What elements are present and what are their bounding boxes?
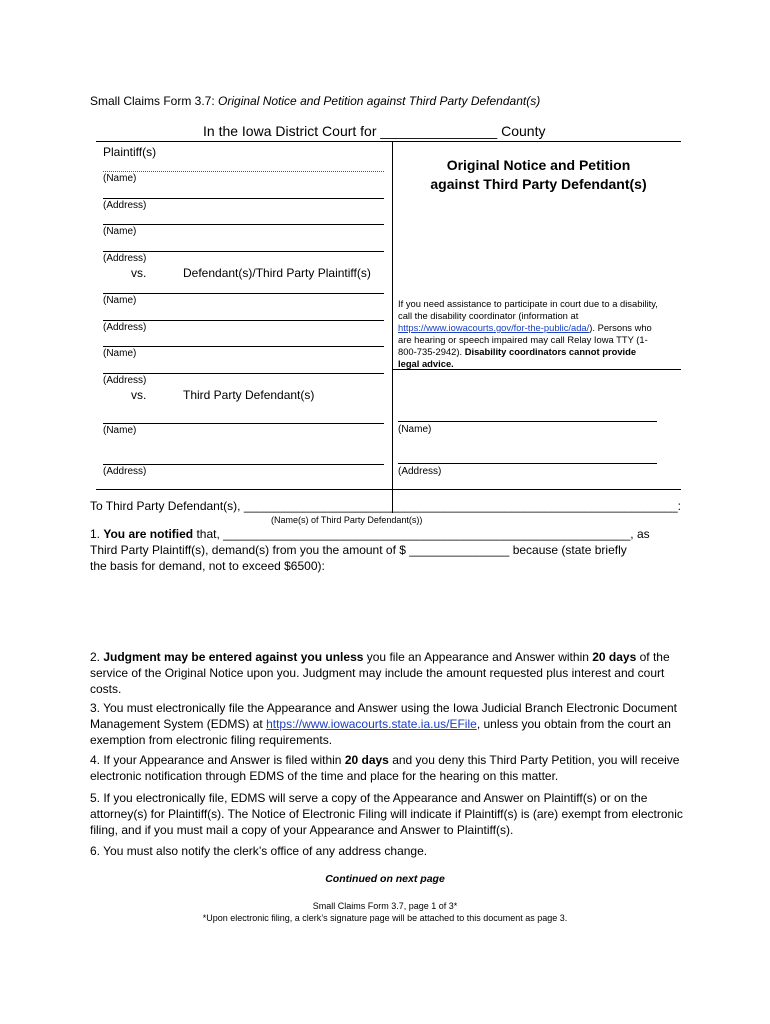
plaintiff-address-caption-1: (Address) bbox=[103, 200, 147, 211]
para-3-text2: , unless you obtain from the court an exemption from electronic filing requirements. bbox=[90, 717, 671, 747]
para-2-bold2: 20 days bbox=[592, 650, 637, 664]
para-2-bold: Judgment may be entered against you unless bbox=[103, 650, 364, 664]
defendant-name-line-2[interactable] bbox=[103, 346, 384, 347]
para-2-text1: you file an Appearance and Answer within bbox=[363, 650, 593, 664]
vs-label-1: vs. bbox=[131, 266, 147, 280]
para-3-text1: 3. You must electronically file the Appearance and Answer using the Iowa Judicial Branch Electronic Document Management System (EDMS) at bbox=[90, 701, 678, 731]
continued-note: Continued on next page bbox=[325, 873, 445, 885]
ada-rule bbox=[392, 369, 681, 370]
plaintiff-name-caption-2: (Name) bbox=[103, 226, 137, 237]
court-prefix: In the Iowa District Court for bbox=[203, 123, 377, 139]
title-line-1: Original Notice and Petition bbox=[446, 157, 631, 173]
plaintiff-name-line-2[interactable] bbox=[103, 224, 384, 225]
title-line-2: against Third Party Defendant(s) bbox=[430, 176, 647, 192]
form-label: Small Claims Form 3.7: bbox=[90, 94, 219, 108]
para-4-text2: and you deny this Third Party Petition, you will receive electronic notification through EDMS of the time and place for the hearing on this matter. bbox=[90, 753, 680, 783]
to-colon: : bbox=[677, 499, 681, 513]
defendant-name-caption-1: (Name) bbox=[103, 295, 137, 306]
para-1-num: 1. bbox=[90, 527, 104, 541]
tpd-address-caption-left: (Address) bbox=[103, 466, 147, 477]
ada-notice bbox=[398, 298, 660, 370]
tp-plaintiff-field[interactable]: _____________________________________________________________ bbox=[223, 527, 631, 541]
to-caption: (Name(s) of Third Party Defendant(s)) bbox=[271, 515, 423, 525]
para-1-bold: You are notified bbox=[103, 527, 194, 541]
form-title: Original Notice and Petition against Third Party Defendant(s) bbox=[218, 94, 541, 108]
ada-text-1: If you need assistance to participate in court due to a disability, call the disability coordinator (information at bbox=[398, 298, 658, 321]
footer-note: *Upon electronic filing, a clerk’s signature page will be attached to this document as page 3. bbox=[202, 913, 568, 923]
plaintiffs-label: Plaintiff(s) bbox=[103, 145, 157, 159]
ada-bold: Disability coordinators cannot provide legal advice. bbox=[398, 346, 637, 369]
amount-field[interactable]: _______________ bbox=[409, 543, 510, 557]
defendant-address-line-2[interactable] bbox=[103, 373, 384, 374]
para-5: 5. If you electronically file, EDMS will serve a copy of the Appearance and Answer on Plaintiff(s) or on the attorney(s) for Plaintiff(s). The Notice of Electronic Filing will indicate if Plaintiff(s) is (are) exempt from electronic filing, and if you must mail a copy of your Appearance and Answer to Plaintiff(s). bbox=[90, 791, 683, 837]
para-1-line2a: Third Party Plaintiff(s), demand(s) from you the amount of $ bbox=[90, 543, 410, 557]
para-3 bbox=[90, 700, 685, 748]
tpd-name-caption-right: (Name) bbox=[398, 424, 432, 435]
plaintiff-address-caption-2: (Address) bbox=[103, 253, 147, 264]
tpd-address-line-left[interactable] bbox=[103, 464, 384, 465]
tpd-names-field[interactable]: _________________________________________________________________ bbox=[243, 499, 678, 513]
ada-text-2: ). Persons who are hearing or speech impaired may call Relay Iowa TTY (1-800-735-2942). bbox=[398, 322, 652, 357]
defendant-address-caption-2: (Address) bbox=[103, 375, 147, 386]
para-4-bold: 20 days bbox=[344, 753, 389, 767]
para-6: 6. You must also notify the clerk’s office of any address change. bbox=[90, 844, 428, 858]
para-2-text2: of the service of the Original Notice upon you. Judgment may include the amount requested plus interest and court costs. bbox=[90, 650, 670, 696]
court-heading bbox=[203, 123, 545, 139]
tpd-name-line-left[interactable] bbox=[103, 423, 384, 424]
plaintiff-address-line-2[interactable] bbox=[103, 251, 384, 252]
tpd-name-caption-left: (Name) bbox=[103, 425, 137, 436]
plaintiff-name-caption-1: (Name) bbox=[103, 173, 137, 184]
ada-link[interactable]: https://www.iowacourts.gov/for-the-public/ada/ bbox=[398, 322, 590, 333]
para-1-as: , as bbox=[630, 527, 650, 541]
para-1-line3: the basis for demand, not to exceed $6500): bbox=[90, 559, 325, 573]
heading-rule bbox=[96, 141, 681, 142]
defendants-label: Defendant(s)/Third Party Plaintiff(s) bbox=[183, 266, 371, 280]
para-4 bbox=[90, 752, 685, 784]
caption-bottom-rule bbox=[96, 489, 681, 490]
vs-label-2: vs. bbox=[131, 388, 147, 402]
tpd-address-line-right[interactable] bbox=[398, 463, 657, 464]
efile-link[interactable]: https://www.iowacourts.state.ia.us/EFile bbox=[266, 717, 477, 731]
tpd-address-caption-right: (Address) bbox=[398, 466, 442, 477]
defendant-name-caption-2: (Name) bbox=[103, 348, 137, 359]
para-2-num: 2. bbox=[90, 650, 104, 664]
county-field[interactable]: _______________ bbox=[380, 123, 498, 139]
third-party-label: Third Party Defendant(s) bbox=[183, 388, 315, 402]
para-2 bbox=[90, 649, 685, 697]
to-line bbox=[90, 499, 681, 513]
court-suffix: County bbox=[501, 123, 546, 139]
tpd-name-line-right[interactable] bbox=[398, 421, 657, 422]
document-title bbox=[396, 156, 681, 194]
plaintiff-name-line-1[interactable] bbox=[103, 171, 384, 172]
para-1-line2b: because (state briefly bbox=[509, 543, 627, 557]
para-1 bbox=[90, 526, 650, 574]
defendant-address-caption-1: (Address) bbox=[103, 322, 147, 333]
para-1-text: that, bbox=[193, 527, 224, 541]
plaintiff-address-line-1[interactable] bbox=[103, 198, 384, 199]
para-4-text1: 4. If your Appearance and Answer is filed within bbox=[90, 753, 345, 767]
form-header bbox=[90, 94, 540, 108]
page-number: Small Claims Form 3.7, page 1 of 3* bbox=[312, 901, 458, 911]
column-divider bbox=[392, 141, 393, 513]
defendant-name-line-1[interactable] bbox=[103, 293, 384, 294]
defendant-address-line-1[interactable] bbox=[103, 320, 384, 321]
to-label: To Third Party Defendant(s), bbox=[90, 499, 244, 513]
